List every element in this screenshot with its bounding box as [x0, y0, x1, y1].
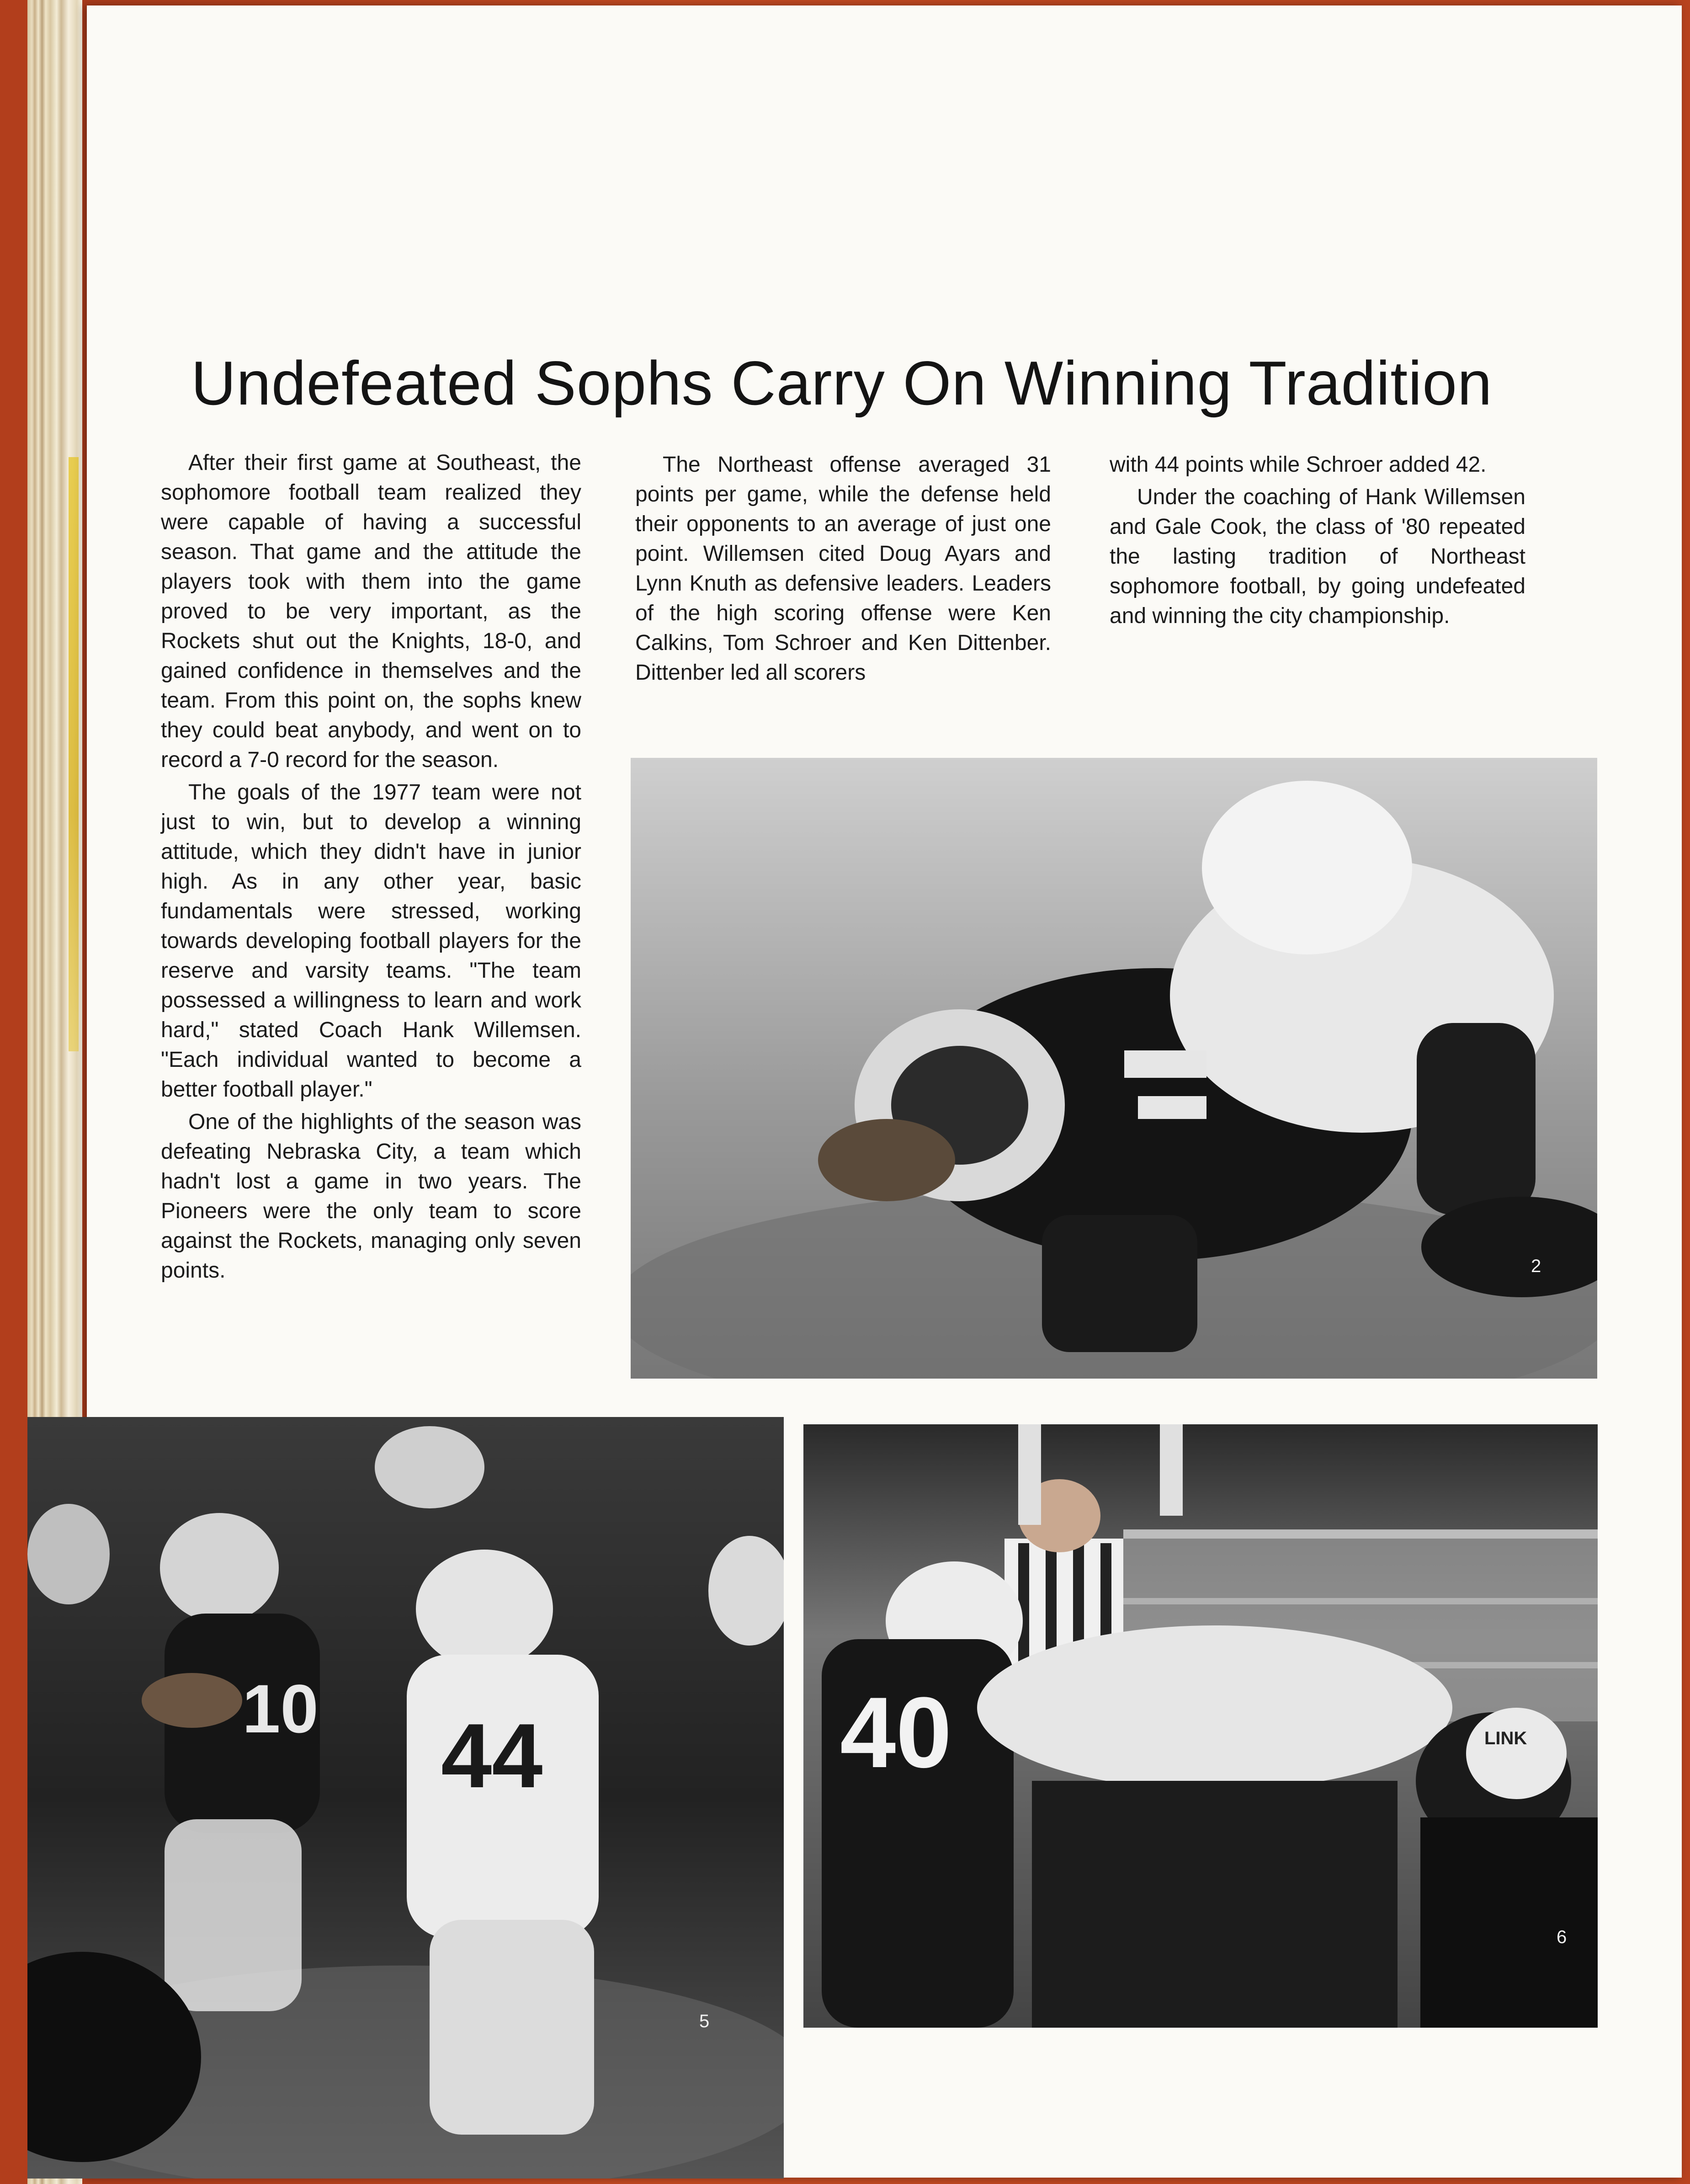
photo-runner [27, 1417, 784, 2179]
helmet-text: LINK [1484, 1728, 1527, 1748]
photo-tackle-image [631, 758, 1597, 1379]
paragraph-5: Under the coaching of Hank Willemsen and Gale Cook, the class of '80 repeated the lasting tradition of Northeast sophomore football, by going undefeated and winning the city championship. [1110, 485, 1525, 628]
page-edge-marker [69, 457, 79, 1051]
paragraph-1: After their first game at Southeast, the sophomore football team realized they were capable of having a successful season. That game and the attitude the players took with them into the game proved to be very important, as the Rockets shut out the Knights, 18-0, and gained confidence in themselves and the team. From this point on, the sophs knew they could beat anybody, and went on to record a 7-0 record for the season. [161, 451, 581, 772]
photo-number-5: 5 [699, 2011, 710, 2031]
photo-number-6: 6 [1557, 1927, 1567, 1947]
photo-tackle [631, 758, 1597, 1379]
photo-pileup-image [803, 1424, 1598, 2028]
paragraph-4-continued: with 44 points while Schroer added 42. [1110, 453, 1487, 477]
jersey-number-40: 40 [840, 1676, 952, 1789]
text-column-2 [635, 450, 1051, 690]
photo-pileup [803, 1424, 1598, 2028]
paragraph-4: The Northeast offense averaged 31 points per game, while the defense held their opponents to an average of just one point. Willemsen cited Doug Ayars and Lynn Knuth as defensive leaders. Leaders of the high scoring offense were Ken Calkins, Tom Schroer and Ken Dittenber. Dittenber led all scorers [635, 453, 1051, 685]
text-column-3 [1110, 450, 1525, 634]
jersey-number-44: 44 [441, 1705, 543, 1807]
paragraph-3: One of the highlights of the season was defeating Nebraska City, a team which hadn't lost a game in two years. The Pioneers were the only team to score against the Rockets, managing only seven points. [161, 1110, 581, 1283]
photo-runner-image [27, 1417, 784, 2179]
article-title: Undefeated Sophs Carry On Winning Tradition [191, 348, 1493, 418]
jersey-number-10: 10 [242, 1670, 319, 1747]
text-column-1 [161, 448, 581, 1288]
photo-number-2: 2 [1531, 1256, 1541, 1276]
paragraph-2: The goals of the 1977 team were not just to win, but to develop a winning attitude, which they didn't have in junior high. As in any other year, basic fundamentals were stressed, working towards developing football players for the reserve and varsity teams. "The team possessed a willingness to learn and work hard," stated Coach Hank Willemsen. "Each individual wanted to become a better football player." [161, 780, 581, 1102]
